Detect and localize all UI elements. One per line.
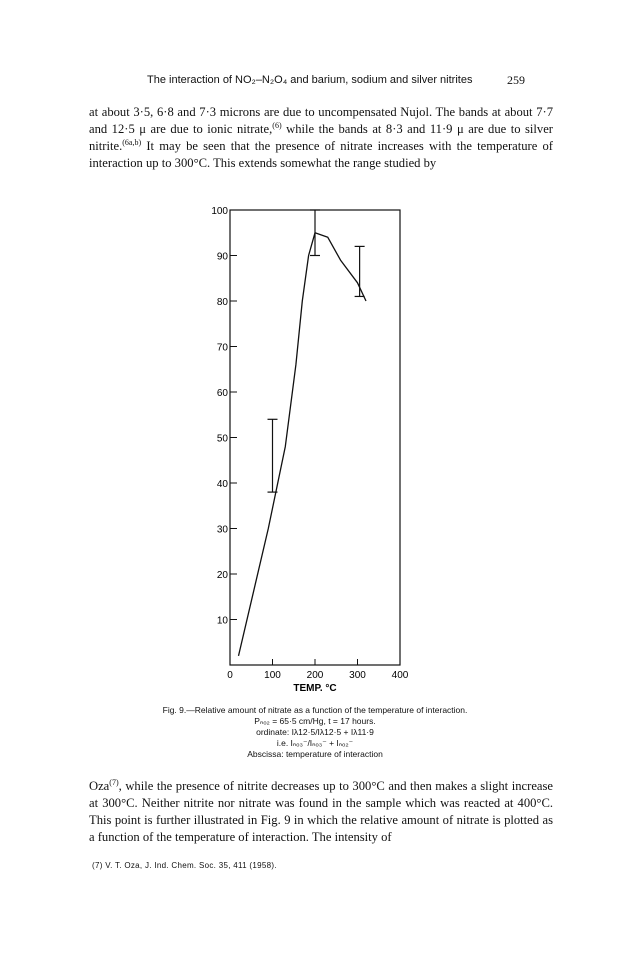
- para1-text-c: It may be seen that the presence of nitrate increases with the temperature of interaction up to 300°C. This extends somewhat the range studied by: [89, 139, 553, 170]
- chart-series: [239, 233, 367, 656]
- chart-axes: [230, 210, 400, 665]
- para1-text-b: while the bands at 8·3 and 11·9 μ are due to silver nitrite.: [89, 122, 553, 153]
- caption-line-5: Abscissa: temperature of interaction: [247, 749, 383, 759]
- page-number: 259: [507, 73, 525, 87]
- para2-text-a: Oza: [89, 779, 110, 793]
- y-tick-label: 80: [216, 297, 228, 308]
- plot-frame: [230, 210, 400, 665]
- y-tick-label: 60: [216, 388, 228, 399]
- x-axis-label: TEMP. °C: [293, 683, 337, 694]
- y-tick-label: 40: [216, 479, 228, 490]
- y-tick-label: 30: [216, 524, 228, 536]
- error-bar: [268, 419, 278, 492]
- y-tick-label: 100: [211, 206, 228, 217]
- y-tick-label: 70: [216, 342, 228, 354]
- nitrate-temperature-chart: [150, 195, 440, 695]
- y-tick-label: 50: [216, 433, 228, 445]
- x-axis-ticks: [227, 659, 409, 681]
- error-bar: [310, 210, 320, 256]
- paragraph-2: [89, 778, 553, 846]
- ref-6: (6): [272, 120, 282, 130]
- y-axis-ticks: [211, 206, 237, 627]
- x-tick-label: 200: [306, 670, 324, 681]
- para2-text-b: , while the presence of nitrite decreases up to 300°C and then makes a slight increase at 300°C. Neither nitrite nor nitrate was found in the sample which was reacted at 400°C. This point is further illustrated in Fig. 9 in which the relative amount of nitrate is plotted as a function of the temperature of interaction. The intensity of: [89, 779, 553, 844]
- x-tick-label: 300: [349, 670, 366, 681]
- x-tick-label: 0: [227, 670, 233, 681]
- x-tick-label: 400: [391, 670, 409, 681]
- ref-6ab: (6a,b): [122, 137, 142, 147]
- x-tick-label: 100: [264, 670, 281, 681]
- y-tick-label: 90: [216, 251, 228, 263]
- ref-7: (7): [109, 777, 119, 787]
- y-tick-label: 10: [216, 615, 228, 627]
- y-tick-label: 20: [216, 570, 228, 581]
- nitrate-curve: [239, 233, 367, 656]
- error-bars: [268, 210, 365, 492]
- caption-line-4: i.e. Iₙₒ₃⁻/Iₙₒ₃⁻ + Iₙₒ₂⁻: [276, 738, 354, 748]
- paragraph-1: [89, 104, 553, 172]
- error-bar: [355, 246, 365, 296]
- caption-line-2: Pₙₒ₂ = 65·5 cm/Hg, t = 17 hours.: [254, 716, 376, 726]
- figure-caption: [100, 705, 530, 760]
- caption-line-3: ordinate: Iλ12·5/Iλ12·5 + Iλ11·9: [256, 727, 374, 737]
- caption-line-1: Fig. 9.—Relative amount of nitrate as a function of the temperature of interaction.: [162, 705, 468, 715]
- para1-text-a: at about 3·5, 6·8 and 7·3 microns are due to uncompensated Nujol. The bands at about 7·7 and 12·5 μ are due to ionic nitrate,: [89, 105, 553, 136]
- running-head: The interaction of NO₂–N₂O₄ and barium, sodium and silver nitrites: [147, 74, 473, 86]
- footnote: (7) V. T. Oza, J. Ind. Chem. Soc. 35, 411 (1958).: [92, 861, 277, 870]
